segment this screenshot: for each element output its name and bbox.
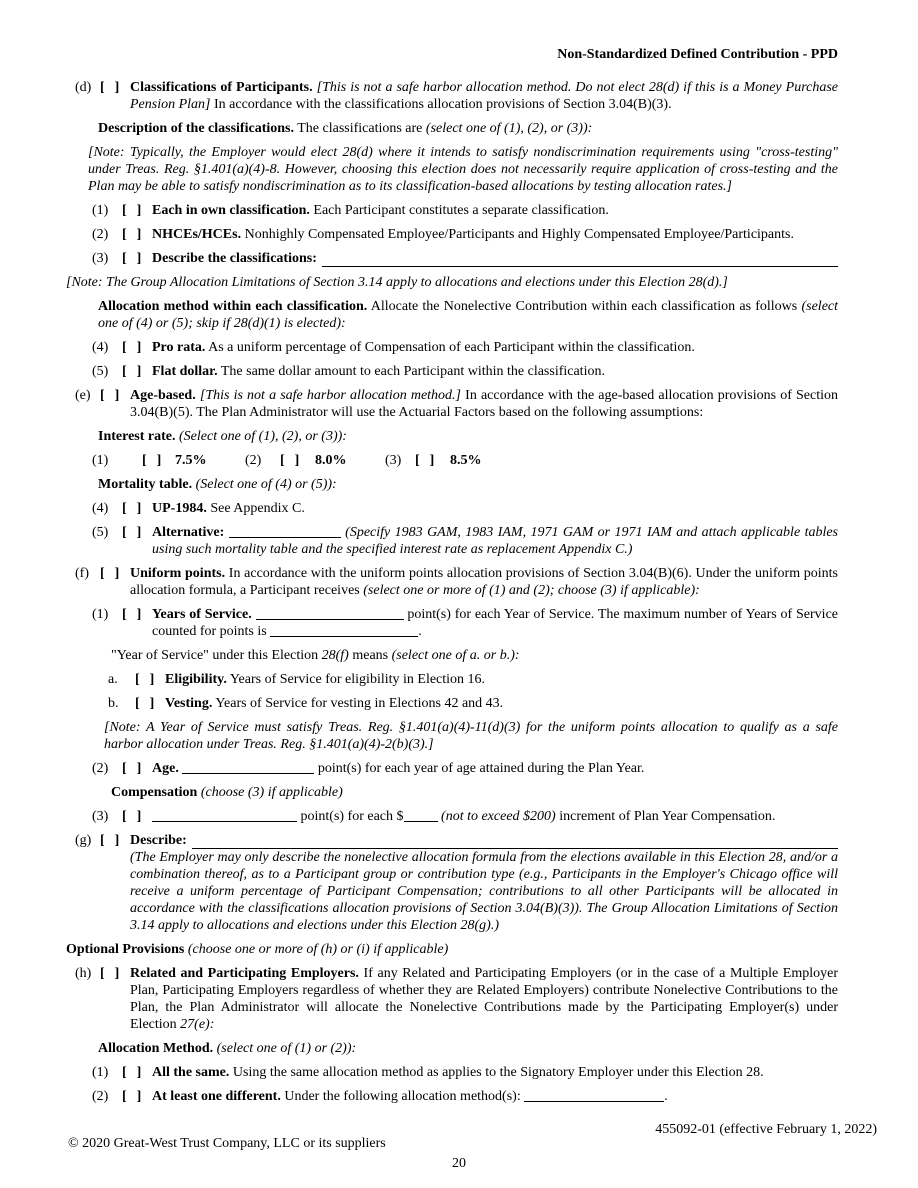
item-label: (2) [92, 761, 109, 776]
rate-value-3: 8.5% [450, 453, 482, 468]
checkbox-fb[interactable]: [ ] [135, 696, 156, 711]
page-content [0, 46, 918, 1105]
e-interest-options [92, 452, 838, 469]
election-d-text [130, 79, 838, 113]
item-label: (2) [92, 227, 109, 242]
f-note: [Note: A Year of Service must satisfy Treas. Reg. §1.401(a)(4)-11(d)(3) for the uniform points allocation to qualify as a safe harbor allocation under Treas. Reg. §1.401(a)(4)-2(b)(3).] [104, 720, 838, 752]
checkbox-d5[interactable]: [ ] [122, 364, 143, 379]
item-label: (f) [75, 566, 89, 581]
document-number: 455092-01 (effective February 1, 2022) [655, 1122, 877, 1137]
optional-provisions-heading: Optional Provisions (choose one or more of (h) or (i) if applicable) [66, 942, 449, 957]
checkbox-f3[interactable]: [ ] [122, 809, 143, 824]
checkbox-f[interactable]: [ ] [100, 566, 121, 581]
item-label: (g) [75, 833, 92, 848]
rate-value-2: 8.0% [315, 453, 347, 468]
checkbox-d3[interactable]: [ ] [122, 251, 143, 266]
checkbox-g[interactable]: [ ] [100, 833, 121, 848]
item-e-5: (5) [ ] Alternative: (Specify 1983 GAM, 1983 IAM, 1971 GAM or 1971 IAM and attach applicable tables using such mortality table and the specified interest rate as replacement Appendix C.) [92, 525, 839, 557]
item-label: (d) [75, 80, 92, 95]
checkbox-e4[interactable]: [ ] [122, 501, 143, 516]
checkbox-h1[interactable]: [ ] [122, 1065, 143, 1080]
item-label: (2) [245, 453, 262, 468]
checkbox-e-rate-3[interactable]: [ ] [415, 453, 436, 468]
election-f: (f) [ ] Uniform points. In accordance with the uniform points allocation provisions of Section 3.04(B)(6). Under the uniform points allocation formula, a Participant receives (select one or more of (1) and (2); choose (3) if applicable): [75, 566, 838, 598]
election-d-title: Classifications of Participants. [130, 80, 313, 95]
page-number: 20 [452, 1156, 466, 1171]
item-label: (h) [75, 966, 92, 981]
blank-comp-increment[interactable] [404, 809, 438, 822]
blank-describe-classifications[interactable] [322, 250, 838, 267]
item-d-3: (3) [ ] Describe the classifications: [92, 250, 838, 267]
item-label: (3) [92, 809, 109, 824]
election-d-body: In accordance with the classifications allocation provisions of Section 3.04(B)(3). [214, 97, 672, 112]
checkbox-h2[interactable]: [ ] [122, 1089, 143, 1104]
election-d [75, 79, 838, 113]
blank-age-points[interactable] [182, 761, 314, 774]
checkbox-f2[interactable]: [ ] [122, 761, 143, 776]
item-label: (1) [92, 203, 109, 218]
item-d-1: (1) [ ] Each in own classification. Each Participant constitutes a separate classification. [92, 203, 609, 218]
rate-value-1: 7.5% [175, 453, 207, 468]
h-allocation-heading: Allocation Method. (select one of (1) or (2)): [98, 1041, 357, 1056]
item-label: (2) [92, 1089, 109, 1104]
checkbox-h[interactable]: [ ] [100, 966, 121, 981]
item-d-5: (5) [ ] Flat dollar. The same dollar amount to each Participant within the classification. [92, 364, 605, 379]
item-label: (1) [92, 1065, 109, 1080]
checkbox-e-rate-1[interactable]: [ ] [142, 453, 163, 468]
e-interest-heading: Interest rate. (Select one of (1), (2), or (3)): [98, 429, 347, 444]
item-label: (1) [92, 607, 109, 622]
copyright-notice: © 2020 Great-West Trust Company, LLC or its suppliers [68, 1136, 386, 1151]
blank-years-points[interactable] [256, 607, 404, 620]
item-f-3: (3) [ ] point(s) for each $ (not to exceed $200) increment of Plan Year Compensation. [92, 809, 776, 824]
item-label: b. [108, 696, 119, 711]
checkbox-e[interactable]: [ ] [100, 388, 121, 403]
item-label: (3) [385, 453, 402, 468]
f-compensation-heading: Compensation (choose (3) if applicable) [111, 785, 343, 800]
page-title: Non-Standardized Defined Contribution - PPD [557, 47, 838, 62]
election-e: (e) [ ] Age-based. [This is not a safe harbor allocation method.] In accordance with the age-based allocation provisions of Section 3.04(B)(5). The Plan Administrator will use the Actuarial Factors based on the following assumptions: [75, 388, 839, 420]
e-mortality-heading: Mortality table. (Select one of (4) or (5)): [98, 477, 337, 492]
d-description-heading: Description of the classifications. The classifications are (select one of (1), (2), or (3)): [98, 121, 593, 136]
election-h: (h) [ ] Related and Participating Employers. If any Related and Participating Employers (or in the case of a Multiple Employer Plan, Participating Employers regardless of whether they are Related Employers) contribute Nonelective Contributions to the Plan, the Plan Administrator will allocate the Nonelective Contributions made by the Participating Employer(s) under Election 27(e): [75, 966, 838, 1032]
blank-describe-formula[interactable] [192, 832, 838, 849]
item-label: a. [108, 672, 118, 687]
g-explanation: (The Employer may only describe the nonelective allocation formula from the elections available in this Election 28, and/or a combination thereof, as to a Participant group or contribution type (e.g., Participants in the Employer's Chicago office will receive a uniform percentage of Participant Compensation; contributions to all other Participants will be allocated in accordance with the classifications allocation provisions of Section 3.04(B)(3)). The Group Allocation Limitations of Section 3.14 apply to allocations and elections under this Election 28(g).) [130, 850, 838, 933]
checkbox-d[interactable]: [ ] [100, 80, 121, 95]
checkbox-fa[interactable]: [ ] [135, 672, 156, 687]
election-d-caveat: [This is not a safe harbor allocation method. Do not elect 28(d) if this is a Money Purchase Pension Plan] [130, 80, 839, 112]
item-f-a: a. [ ] Eligibility. Years of Service for eligibility in Election 16. [108, 672, 486, 687]
item-f-1: (1) [ ] Years of Service. point(s) for each Year of Service. The maximum number of Years of Service counted for points is . [92, 607, 839, 639]
item-h-1: (1) [ ] All the same. Using the same allocation method as applies to the Signatory Employer under this Election 28. [92, 1065, 764, 1080]
item-h-2: (2) [ ] At least one different. Under the following allocation method(s): . [92, 1089, 668, 1104]
item-f-b: b. [ ] Vesting. Years of Service for vesting in Elections 42 and 43. [108, 696, 504, 711]
blank-comp-points[interactable] [152, 809, 297, 822]
item-d-4: (4) [ ] Pro rata. As a uniform percentage of Compensation of each Participant within the classification. [92, 340, 695, 355]
checkbox-d2[interactable]: [ ] [122, 227, 143, 242]
item-label: (e) [75, 388, 91, 403]
blank-max-years[interactable] [270, 624, 418, 637]
item-label: (4) [92, 501, 109, 516]
item-e-4: (4) [ ] UP-1984. See Appendix C. [92, 501, 305, 516]
d-group-note: [Note: The Group Allocation Limitations of Section 3.14 apply to allocations and elections under this Election 28(d).] [66, 275, 728, 290]
item-label: (4) [92, 340, 109, 355]
item-label: (5) [92, 364, 109, 379]
item-label: (3) [92, 251, 109, 266]
f-yos-heading: "Year of Service" under this Election 28(f) means (select one of a. or b.): [111, 648, 520, 663]
checkbox-d4[interactable]: [ ] [122, 340, 143, 355]
item-f-2: (2) [ ] Age. point(s) for each year of age attained during the Plan Year. [92, 761, 645, 776]
item-d-2: (2) [ ] NHCEs/HCEs. Nonhighly Compensated Employee/Participants and Highly Compensated Employee/Participants. [92, 227, 794, 242]
election-g: (g) [ ] Describe: (The Employer may only describe the nonelective allocation formula from the elections available in this Election 28, and/or a combination thereof, as to a Participant group or contribution type (e.g., Participants in the Employer's Chicago office will receive a uniform percentage of Participant Compensation; contributions to all other Participants will be allocated in accordance with the classifications allocation provisions of Section 3.04(B)(3)). The Group Allocation Limitations of Section 3.14 apply to allocations and elections under this Election 28(g).) [75, 833, 838, 933]
checkbox-d1[interactable]: [ ] [122, 203, 143, 218]
item-label: (1) [92, 453, 109, 468]
checkbox-e-rate-2[interactable]: [ ] [280, 453, 301, 468]
checkbox-f1[interactable]: [ ] [122, 607, 143, 622]
blank-alternative-mortality[interactable] [229, 525, 341, 538]
d-allocation-heading: Allocation method within each classification. Allocate the Nonelective Contribution within each classification as follows (select one of (4) or (5); skip if 28(d)(1) is elected): [98, 299, 839, 331]
checkbox-e5[interactable]: [ ] [122, 525, 143, 540]
item-label: (5) [92, 525, 109, 540]
d-note: [Note: Typically, the Employer would elect 28(d) where it intends to satisfy nondiscrimination requirements using "cross-testing" under Treas. Reg. §1.401(a)(4)-8. However, choosing this election does not necessarily require application of cross-testing and the Plan may be able to satisfy nondiscrimination as to its classification-based allocations by testing allocation rates.] [88, 145, 838, 194]
blank-h-allocation-methods[interactable] [524, 1089, 664, 1102]
